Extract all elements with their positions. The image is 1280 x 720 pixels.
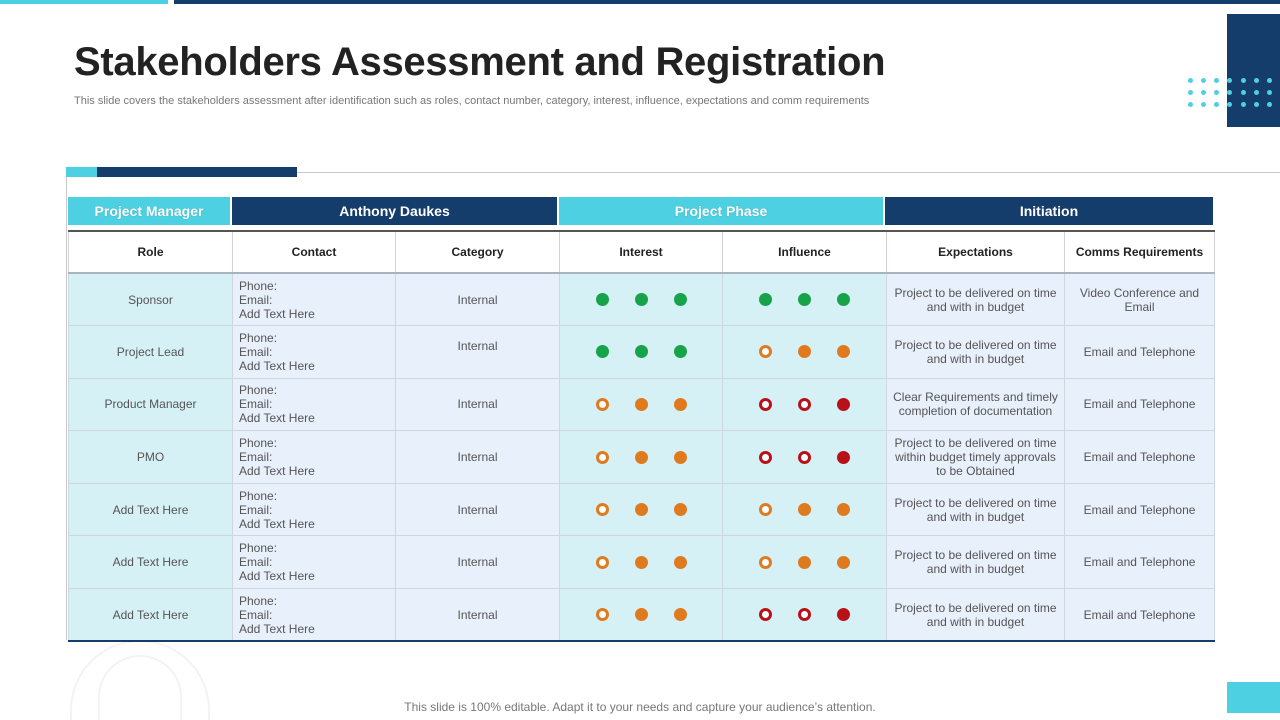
interest-indicator-dot (635, 503, 648, 516)
comms-cell: Email and Telephone (1065, 483, 1215, 536)
section-divider (297, 172, 1280, 173)
comms-cell: Email and Telephone (1065, 431, 1215, 484)
contact-email: Email: (239, 502, 273, 517)
interest-indicator-dot (674, 503, 687, 516)
contact-cell (233, 378, 396, 431)
comms-cell: Email and Telephone (1065, 378, 1215, 431)
category-cell: Internal (396, 536, 560, 589)
interest-indicator-dot (596, 451, 609, 464)
interest-indicator-dot (674, 345, 687, 358)
table-row (69, 589, 1215, 642)
contact-email: Email: (239, 555, 273, 570)
influence-indicator-dot (798, 503, 811, 516)
expectations-cell: Project to be delivered on time and with in budget (887, 273, 1065, 326)
influence-indicator-dot (798, 451, 811, 464)
interest-indicator-dot (635, 556, 648, 569)
role-cell: Project Lead (69, 326, 233, 379)
interest-cell (560, 589, 723, 642)
section-accent-dark (97, 167, 297, 177)
role-cell: PMO (69, 431, 233, 484)
expectations-cell: Clear Requirements and timely completion of documentation (887, 378, 1065, 431)
contact-email: Email: (239, 607, 273, 622)
interest-indicator-dot (596, 398, 609, 411)
expectations-cell: Project to be delivered on time and with in budget (887, 536, 1065, 589)
influence-indicator-dot (759, 345, 772, 358)
comms-cell: Video Conference and Email (1065, 273, 1215, 326)
interest-indicator-dot (596, 503, 609, 516)
expectations-cell: Project to be delivered on time and with in budget (887, 483, 1065, 536)
influence-indicator-dot (798, 556, 811, 569)
contact-phone: Phone: (239, 593, 278, 608)
category-cell: Internal (396, 378, 560, 431)
influence-indicator-dot (759, 398, 772, 411)
top-accent-bar-light (0, 0, 168, 4)
category-cell: Internal (396, 431, 560, 484)
interest-cell (560, 536, 723, 589)
influence-indicator-dot (798, 345, 811, 358)
role-cell: Sponsor (69, 273, 233, 326)
contact-cell (233, 483, 396, 536)
page-subtitle: This slide covers the stakeholders assessment after identification such as roles, contact number, category, interest, influence, expectations and comm requirements (74, 95, 870, 107)
influence-cell (723, 536, 887, 589)
contact-text: Add Text Here (239, 464, 315, 479)
interest-indicator-dot (596, 608, 609, 621)
contact-cell (233, 431, 396, 484)
influence-indicator-dot (759, 608, 772, 621)
interest-cell (560, 483, 723, 536)
influence-indicator-dot (837, 451, 850, 464)
project-phase-label: Project Phase (559, 197, 885, 225)
influence-cell (723, 273, 887, 326)
expectations-cell: Project to be delivered on time and with in budget (887, 326, 1065, 379)
interest-indicator-dot (596, 293, 609, 306)
contact-cell (233, 536, 396, 589)
project-manager-value: Anthony Daukes (232, 197, 559, 225)
contact-email: Email: (239, 292, 273, 307)
interest-indicator-dot (674, 451, 687, 464)
influence-indicator-dot (759, 503, 772, 516)
influence-indicator-dot (837, 556, 850, 569)
contact-cell (233, 589, 396, 642)
contact-phone: Phone: (239, 278, 278, 293)
category-cell: Internal (396, 273, 560, 326)
table-header-row (69, 231, 1215, 273)
stakeholder-table (68, 230, 1215, 642)
comms-cell: Email and Telephone (1065, 326, 1215, 379)
contact-phone: Phone: (239, 541, 278, 556)
column-header-comms: Comms Requirements (1065, 231, 1215, 273)
interest-indicator-dot (635, 345, 648, 358)
contact-email: Email: (239, 450, 273, 465)
table-row (69, 378, 1215, 431)
interest-indicator-dot (635, 451, 648, 464)
contact-cell (233, 326, 396, 379)
contact-email: Email: (239, 397, 273, 412)
column-header-category: Category (396, 231, 560, 273)
project-phase-value: Initiation (885, 197, 1213, 225)
interest-indicator-dot (596, 345, 609, 358)
influence-indicator-dot (759, 293, 772, 306)
influence-cell (723, 431, 887, 484)
role-cell: Add Text Here (69, 483, 233, 536)
category-cell: Internal (396, 589, 560, 642)
table-left-rule (66, 177, 67, 640)
dot-pattern-decoration (1184, 76, 1280, 112)
interest-cell (560, 273, 723, 326)
influence-indicator-dot (759, 556, 772, 569)
interest-indicator-dot (635, 398, 648, 411)
table-row (69, 273, 1215, 326)
column-header-contact: Contact (233, 231, 396, 273)
footer-note: This slide is 100% editable. Adapt it to your needs and capture your audience’s attention. (404, 700, 876, 714)
table-row (69, 536, 1215, 589)
interest-cell (560, 378, 723, 431)
contact-text: Add Text Here (239, 621, 315, 636)
table-row (69, 326, 1215, 379)
contact-email: Email: (239, 344, 273, 359)
page-title: Stakeholders Assessment and Registration (74, 40, 886, 84)
interest-indicator-dot (674, 398, 687, 411)
interest-indicator-dot (635, 608, 648, 621)
section-accent-light (66, 167, 97, 177)
contact-phone: Phone: (239, 383, 278, 398)
influence-indicator-dot (837, 398, 850, 411)
influence-cell (723, 326, 887, 379)
expectations-cell: Project to be delivered on time within budget timely approvals to be Obtained (887, 431, 1065, 484)
contact-phone: Phone: (239, 330, 278, 345)
column-header-influence: Influence (723, 231, 887, 273)
column-header-role: Role (69, 231, 233, 273)
influence-indicator-dot (798, 293, 811, 306)
influence-indicator-dot (798, 398, 811, 411)
role-cell: Add Text Here (69, 589, 233, 642)
comms-cell: Email and Telephone (1065, 589, 1215, 642)
influence-cell (723, 483, 887, 536)
influence-indicator-dot (837, 608, 850, 621)
table-row (69, 431, 1215, 484)
influence-cell (723, 589, 887, 642)
contact-text: Add Text Here (239, 358, 315, 373)
top-accent-bar-dark (174, 0, 1280, 4)
column-header-interest: Interest (560, 231, 723, 273)
contact-text: Add Text Here (239, 569, 315, 584)
influence-indicator-dot (759, 451, 772, 464)
interest-indicator-dot (674, 293, 687, 306)
contact-text: Add Text Here (239, 306, 315, 321)
category-cell: Internal (396, 326, 560, 379)
contact-cell (233, 273, 396, 326)
influence-cell (723, 378, 887, 431)
interest-cell (560, 326, 723, 379)
column-header-expectations: Expectations (887, 231, 1065, 273)
role-cell: Product Manager (69, 378, 233, 431)
interest-cell (560, 431, 723, 484)
project-header-row (68, 197, 1213, 225)
project-manager-label: Project Manager (68, 197, 232, 225)
comms-cell: Email and Telephone (1065, 536, 1215, 589)
corner-decoration-bottom (1227, 682, 1280, 713)
table-row (69, 483, 1215, 536)
influence-indicator-dot (837, 345, 850, 358)
interest-indicator-dot (635, 293, 648, 306)
influence-indicator-dot (798, 608, 811, 621)
contact-text: Add Text Here (239, 516, 315, 531)
category-cell: Internal (396, 483, 560, 536)
interest-indicator-dot (674, 608, 687, 621)
interest-indicator-dot (674, 556, 687, 569)
contact-text: Add Text Here (239, 411, 315, 426)
interest-indicator-dot (596, 556, 609, 569)
influence-indicator-dot (837, 293, 850, 306)
role-cell: Add Text Here (69, 536, 233, 589)
contact-phone: Phone: (239, 436, 278, 451)
influence-indicator-dot (837, 503, 850, 516)
expectations-cell: Project to be delivered on time and with in budget (887, 589, 1065, 642)
contact-phone: Phone: (239, 488, 278, 503)
